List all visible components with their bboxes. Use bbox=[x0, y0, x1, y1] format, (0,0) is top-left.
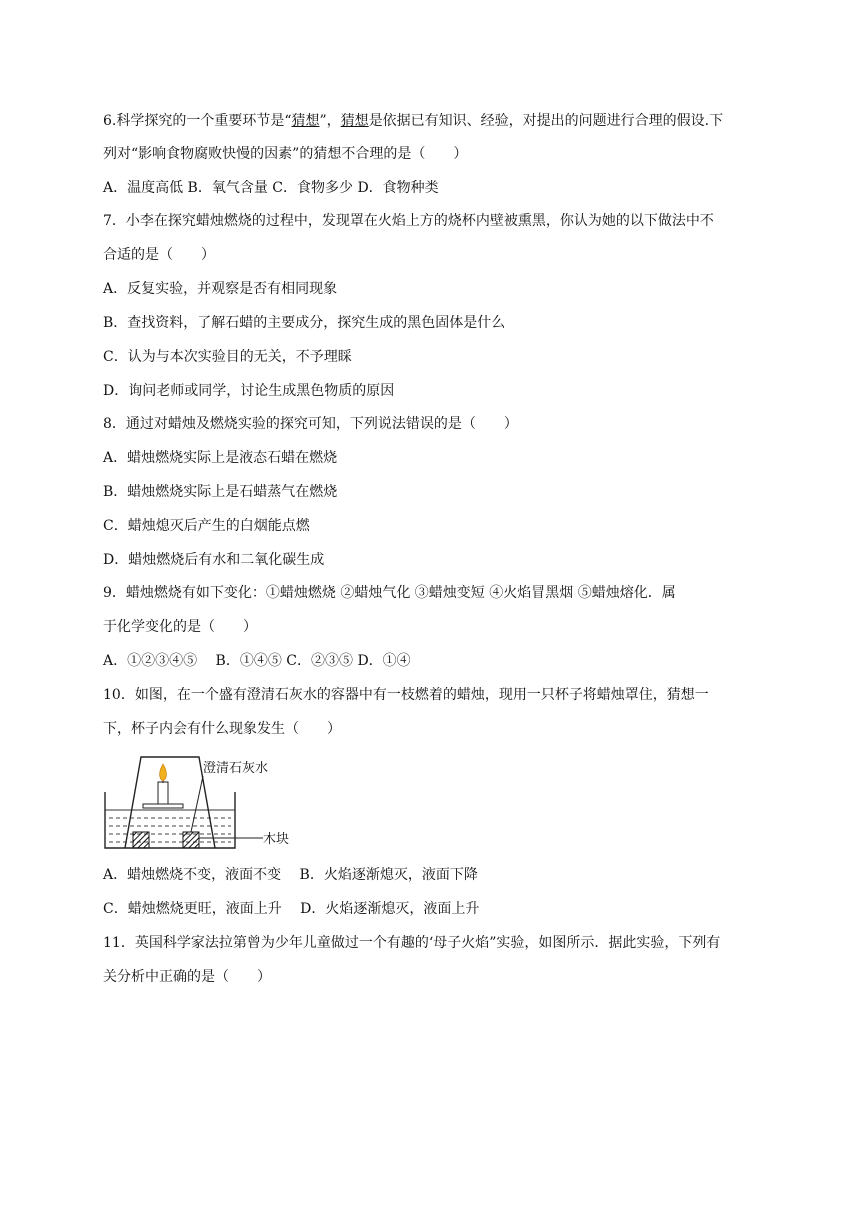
q6-stem-part: ”， bbox=[319, 113, 341, 129]
question-6-options: A．温度高低 B．氧气含量 C．食物多少 D．食物种类 bbox=[103, 180, 439, 196]
question-7-option-d: D．询问老师或同学，讨论生成黑色物质的原因 bbox=[103, 383, 395, 399]
figure-label-limewater: 澄清石灰水 bbox=[203, 761, 269, 776]
q6-stem-part: 是依据已有知识、经验，对提出的问题进行合理的假设.下 bbox=[368, 113, 724, 129]
question-7-option-b: B．查找资料，了解石蜡的主要成分，探究生成的黑色固体是什么 bbox=[103, 315, 506, 331]
question-8-option-a: A．蜡烛燃烧实际上是液态石蜡在燃烧 bbox=[103, 450, 338, 466]
candle-experiment-figure bbox=[103, 752, 290, 852]
question-9-stem-line-1: 9．蜡烛燃烧有如下变化：①蜡烛燃烧 ②蜡烛气化 ③蜡烛变短 ④火焰冒黑烟 ⑤蜡烛熔化．属 bbox=[103, 585, 676, 601]
question-11-stem-line-2: 关分析中正确的是（ ） bbox=[103, 969, 271, 985]
question-7-stem-line-2: 合适的是（ ） bbox=[103, 247, 215, 263]
question-7-stem-line-1: 7．小李在探究蜡烛燃烧的过程中，发现罩在火焰上方的烧杯内壁被熏黑，你认为她的以下做法中不 bbox=[103, 213, 714, 229]
question-7-option-c: C．认为与本次实验目的无关，不予理睬 bbox=[103, 349, 352, 365]
question-8-option-d: D．蜡烛燃烧后有水和二氧化碳生成 bbox=[103, 552, 325, 568]
question-6-stem-line-1 bbox=[103, 111, 723, 131]
question-9-options: A．①②③④⑤ B．①④⑤ C．②③⑤ D．①④ bbox=[103, 653, 411, 669]
q6-stem-part: 6.科学探究的一个重要环节是“ bbox=[103, 113, 292, 129]
q6-underlined-term: 猜想 bbox=[340, 113, 369, 129]
question-8-stem: 8．通过对蜡烛及燃烧实验的探究可知，下列说法错误的是（ ） bbox=[103, 416, 518, 432]
question-10-options-cd: C．蜡烛燃烧更旺，液面上升 D．火焰逐渐熄灭，液面上升 bbox=[103, 901, 480, 917]
figure-label-wood-block: 木块 bbox=[263, 832, 290, 847]
question-8-option-c: C．蜡烛熄灭后产生的白烟能点燃 bbox=[103, 518, 310, 534]
question-6-stem-line-2: 列对“影响食物腐败快慢的因素”的猜想不合理的是（ ） bbox=[103, 146, 468, 162]
question-9-stem-line-2: 于化学变化的是（ ） bbox=[103, 619, 257, 635]
question-10-stem-line-1: 10．如图，在一个盛有澄清石灰水的容器中有一枝燃着的蜡烛，现用一只杯子将蜡烛罩住，猜想一 bbox=[103, 687, 709, 703]
q6-underlined-term: 猜想 bbox=[291, 113, 320, 129]
question-10-options-ab: A．蜡烛燃烧不变，液面不变 B．火焰逐渐熄灭，液面下降 bbox=[103, 867, 478, 883]
question-11-stem-line-1: 11．英国科学家法拉第曾为少年儿童做过一个有趣的‘母子火焰”实验，如图所示．据此实验，下列有 bbox=[103, 935, 721, 951]
question-8-option-b: B．蜡烛燃烧实际上是石蜡蒸气在燃烧 bbox=[103, 484, 338, 500]
question-7-option-a: A．反复实验，并观察是否有相同现象 bbox=[103, 281, 338, 297]
question-10-stem-line-2: 下，杯子内会有什么现象发生（ ） bbox=[103, 721, 341, 737]
candle-experiment-diagram bbox=[103, 752, 290, 852]
